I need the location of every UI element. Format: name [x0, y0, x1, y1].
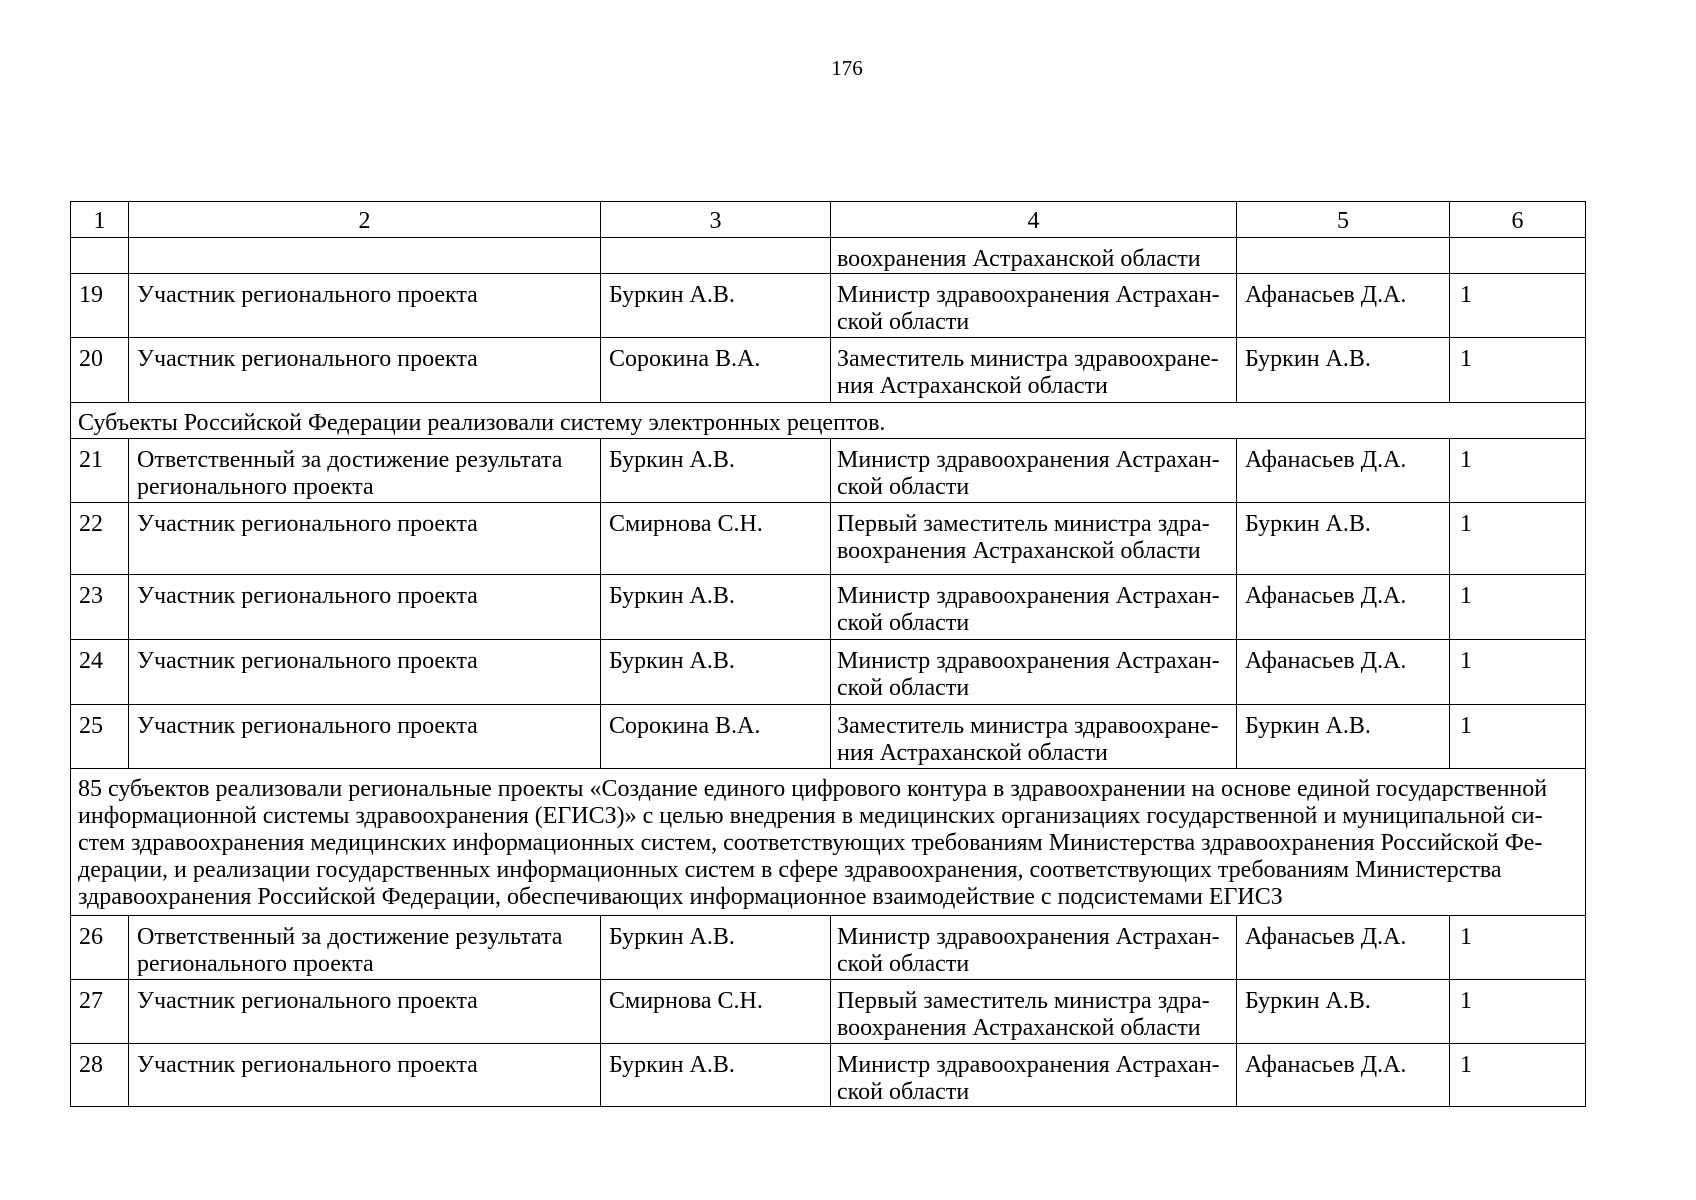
cell-value: 1 — [1450, 916, 1586, 980]
header-col-1: 1 — [71, 202, 129, 238]
table-row — [71, 274, 1586, 338]
cell-role: Ответственный за достижение результата регионального проекта — [129, 916, 601, 980]
section-heading-row — [71, 403, 1586, 439]
cell-value: 1 — [1450, 338, 1586, 403]
cell-responsible: Буркин А.В. — [601, 640, 831, 705]
cell-responsible: Сорокина В.А. — [601, 338, 831, 403]
cell-supervisor: Афанасьев Д.А. — [1237, 439, 1450, 503]
cell-responsible: Буркин А.В. — [601, 1044, 831, 1107]
cell-position: Министр здравоохранения Астрахан- ской области — [831, 274, 1237, 338]
cell-supervisor: Буркин А.В. — [1237, 980, 1450, 1044]
header-col-2: 2 — [129, 202, 601, 238]
cell-role: Участник регионального проекта — [129, 640, 601, 705]
cell-responsible: Смирнова С.Н. — [601, 503, 831, 575]
cell-responsible: Буркин А.В. — [601, 916, 831, 980]
cell-position: воохранения Астраханской области — [831, 238, 1237, 274]
cell-supervisor: Афанасьев Д.А. — [1237, 1044, 1450, 1107]
cell-position: Первый заместитель министра здра- воохранения Астраханской области — [831, 503, 1237, 575]
cell-role — [129, 238, 601, 274]
cell-value: 1 — [1450, 274, 1586, 338]
table-row — [71, 439, 1586, 503]
cell-number: 22 — [71, 503, 129, 575]
cell-value: 1 — [1450, 439, 1586, 503]
header-col-4: 4 — [831, 202, 1237, 238]
cell-supervisor: Буркин А.В. — [1237, 705, 1450, 769]
cell-position: Заместитель министра здравоохране- ния Астраханской области — [831, 338, 1237, 403]
table-header-row — [71, 202, 1586, 238]
cell-responsible: Смирнова С.Н. — [601, 980, 831, 1044]
cell-supervisor: Буркин А.В. — [1237, 503, 1450, 575]
cell-role: Участник регионального проекта — [129, 980, 601, 1044]
cell-responsible: Буркин А.В. — [601, 274, 831, 338]
table-row — [71, 980, 1586, 1044]
cell-value: 1 — [1450, 1044, 1586, 1107]
cell-role: Участник регионального проекта — [129, 705, 601, 769]
cell-responsible: Буркин А.В. — [601, 439, 831, 503]
cell-number: 28 — [71, 1044, 129, 1107]
cell-number: 26 — [71, 916, 129, 980]
cell-responsible — [601, 238, 831, 274]
cell-position: Первый заместитель министра здра- воохранения Астраханской области — [831, 980, 1237, 1044]
table-row — [71, 338, 1586, 403]
cell-supervisor — [1237, 238, 1450, 274]
cell-position: Министр здравоохранения Астрахан- ской области — [831, 640, 1237, 705]
section-heading: Субъекты Российской Федерации реализовали систему электронных рецептов. — [71, 403, 1586, 439]
cell-supervisor: Афанасьев Д.А. — [1237, 916, 1450, 980]
cell-responsible: Буркин А.В. — [601, 575, 831, 640]
section-heading: 85 субъектов реализовали региональные проекты «Создание единого цифрового контура в здравоохранении на основе единой государственной информационной системы здравоохранения (ЕГИСЗ)» с целью внедрения в медицинских организациях государственной и муниципальной си- стем здравоохранения медицинских информационных систем, соответствующих требованиям Министерства здравоохранения Российской Фе- дерации, и реализации государственных информационных систем в сфере здравоохранения, соответствующих требованиям Министерства здравоохранения Российской Федерации, обеспечивающих информационное взаимодействие с подсистемами ЕГИСЗ — [71, 769, 1586, 916]
cell-number: 25 — [71, 705, 129, 769]
cell-supervisor: Афанасьев Д.А. — [1237, 640, 1450, 705]
cell-number: 21 — [71, 439, 129, 503]
table-row — [71, 575, 1586, 640]
cell-value: 1 — [1450, 503, 1586, 575]
cell-position: Министр здравоохранения Астрахан- ской области — [831, 439, 1237, 503]
table-row-continuation — [71, 238, 1586, 274]
cell-role: Участник регионального проекта — [129, 503, 601, 575]
header-col-6: 6 — [1450, 202, 1586, 238]
cell-number: 23 — [71, 575, 129, 640]
cell-position: Министр здравоохранения Астрахан- ской области — [831, 1044, 1237, 1107]
table-row — [71, 503, 1586, 575]
table-row — [71, 640, 1586, 705]
cell-position: Министр здравоохранения Астрахан- ской области — [831, 916, 1237, 980]
page-number: 176 — [831, 56, 863, 80]
cell-value: 1 — [1450, 640, 1586, 705]
cell-value — [1450, 238, 1586, 274]
table-row — [71, 705, 1586, 769]
cell-value: 1 — [1450, 705, 1586, 769]
participants-table — [70, 201, 1586, 1107]
cell-number — [71, 238, 129, 274]
header-col-5: 5 — [1237, 202, 1450, 238]
cell-role: Участник регионального проекта — [129, 274, 601, 338]
cell-role: Участник регионального проекта — [129, 575, 601, 640]
cell-number: 27 — [71, 980, 129, 1044]
cell-responsible: Сорокина В.А. — [601, 705, 831, 769]
header-col-3: 3 — [601, 202, 831, 238]
table-row — [71, 916, 1586, 980]
cell-number: 24 — [71, 640, 129, 705]
cell-position: Заместитель министра здравоохране- ния Астраханской области — [831, 705, 1237, 769]
cell-number: 19 — [71, 274, 129, 338]
cell-role: Участник регионального проекта — [129, 338, 601, 403]
cell-role: Участник регионального проекта — [129, 1044, 601, 1107]
section-heading-row — [71, 769, 1586, 916]
cell-value: 1 — [1450, 980, 1586, 1044]
cell-position: Министр здравоохранения Астрахан- ской области — [831, 575, 1237, 640]
cell-number: 20 — [71, 338, 129, 403]
cell-value: 1 — [1450, 575, 1586, 640]
cell-role: Ответственный за достижение результата регионального проекта — [129, 439, 601, 503]
cell-supervisor: Буркин А.В. — [1237, 338, 1450, 403]
cell-supervisor: Афанасьев Д.А. — [1237, 575, 1450, 640]
cell-supervisor: Афанасьев Д.А. — [1237, 274, 1450, 338]
table-row — [71, 1044, 1586, 1107]
